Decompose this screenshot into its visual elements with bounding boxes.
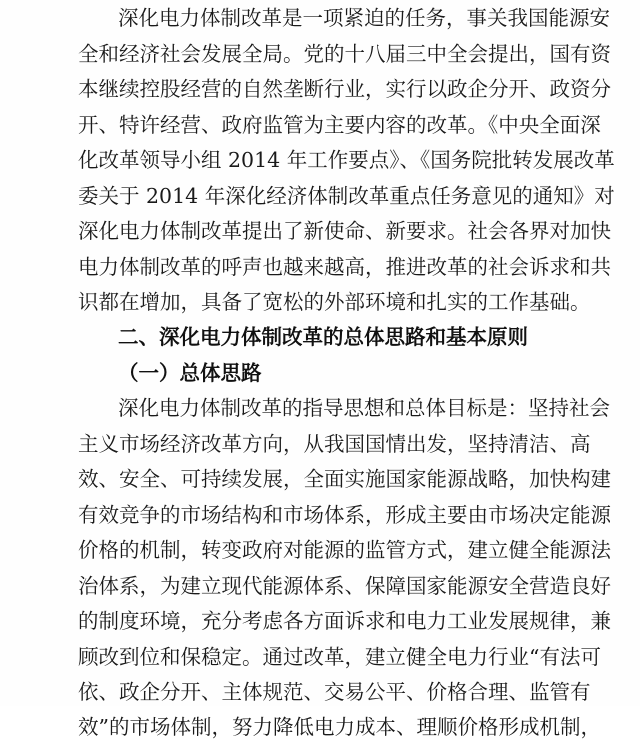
paragraph-2-line-4: 有效竞争的市场结构和市场体系，形成主要由市场决定能源	[78, 503, 611, 527]
paragraph-1-line-3: 本继续控股经营的自然垄断行业，实行以政企分开、政资分	[78, 77, 611, 101]
paragraph-1-line-1: 深化电力体制改革是一项紧迫的任务，事关我国能源安	[118, 6, 610, 30]
paragraph-1-line-8: 电力体制改革的呼声也越来越高，推进改革的社会诉求和共	[78, 255, 611, 279]
paragraph-2-line-10: 效”的市场体制，努力降低电力成本、理顺价格形成机制，	[78, 715, 601, 739]
paragraph-2-line-9: 依、政企分开、主体规范、交易公平、价格合理、监管有	[78, 680, 591, 704]
paragraph-1-line-4: 开、特许经营、政府监管为主要内容的改革。《中央全面深	[78, 113, 601, 137]
section-heading: 二、深化电力体制改革的总体思路和基本原则	[118, 325, 528, 349]
paragraph-2-line-5: 价格的机制，转变政府对能源的监管方式，建立健全能源法	[78, 538, 611, 562]
paragraph-2-line-7: 的制度环境，充分考虑各方面诉求和电力工业发展规律，兼	[78, 609, 611, 633]
paragraph-2-line-2: 主义市场经济改革方向，从我国国情出发，坚持清洁、高	[78, 432, 591, 456]
paragraph-2-line-3: 效、安全、可持续发展，全面实施国家能源战略，加快构建	[78, 467, 611, 491]
subsection-heading: （一）总体思路	[118, 361, 262, 385]
paragraph-1-line-6: 委关于 2014 年深化经济体制改革重点任务意见的通知》对	[78, 184, 615, 208]
paragraph-2-line-8: 顾改到位和保稳定。通过改革，建立健全电力行业“有法可	[78, 645, 601, 669]
paragraph-2-line-1: 深化电力体制改革的指导思想和总体目标是：坚持社会	[118, 396, 610, 420]
paragraph-1-line-5: 化改革领导小组 2014 年工作要点》、《国务院批转发展改革	[78, 148, 615, 172]
paragraph-2-line-6: 治体系，为建立现代能源体系、保障国家能源安全营造良好	[78, 574, 611, 598]
paragraph-1-line-2: 全和经济社会发展全局。党的十八届三中全会提出，国有资	[78, 42, 611, 66]
paragraph-1-line-9: 识都在增加，具备了宽松的外部环境和扎实的工作基础。	[78, 290, 591, 314]
paragraph-1-line-7: 深化电力体制改革提出了新使命、新要求。社会各界对加快	[78, 219, 611, 243]
